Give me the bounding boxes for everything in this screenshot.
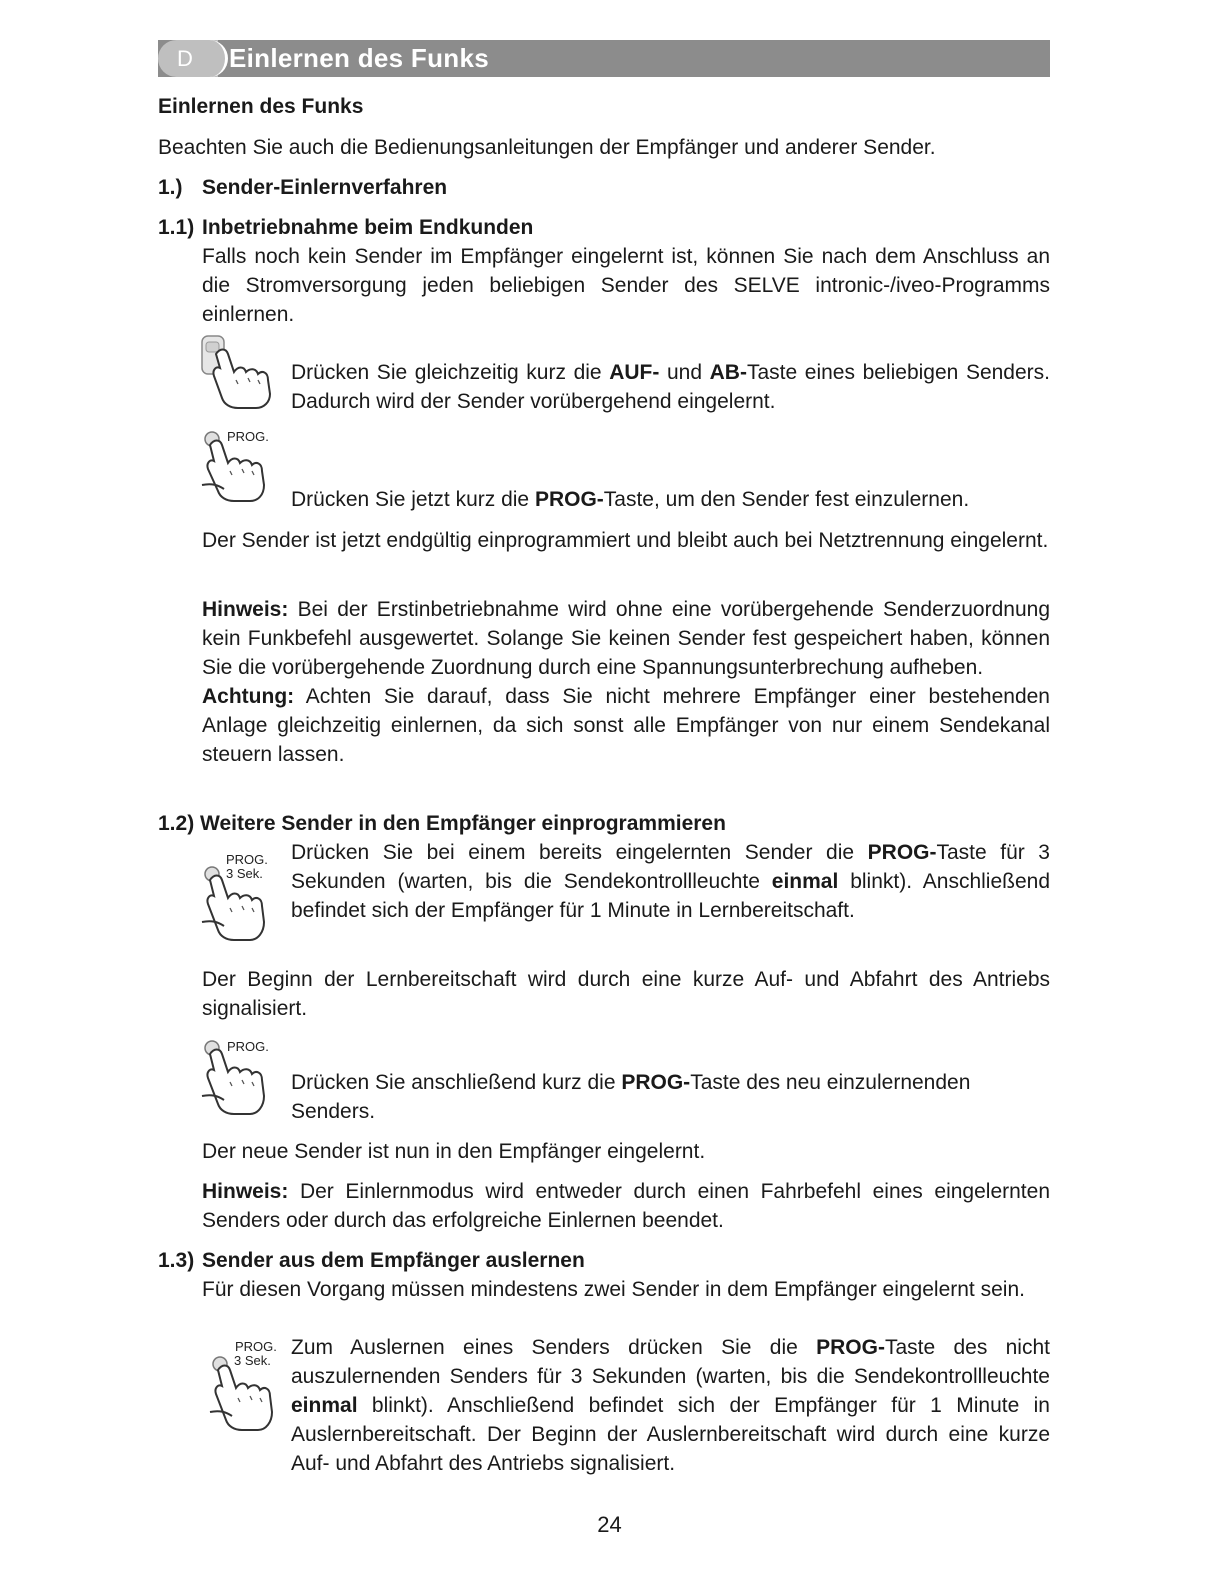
sek-label-1: 3 Sek. xyxy=(226,866,263,881)
hinweis-text: Bei der Erstinbetriebnahme wird ohne eine vorübergehende Senderzuordnung kein Funkbefehl ausgewertet. Solange Sie keinen Sender fest gespeichert haben, können Sie die vorübergehende Zuordnung durch eine Spannungsunterbrechung aufheben. xyxy=(202,598,1050,679)
i5-text-b: Taste des nicht auszulernenden Senders für 3 Sekunden (warten, bis die Sendekontrollleuchte xyxy=(291,1336,1050,1388)
achtung-text: Achten Sie darauf, dass Sie nicht mehrere Empfänger einer bestehenden Anlage gleichzeitig einlernen, da sich sonst alle Empfänger von nur einem Sendekanal steuern lassen. xyxy=(202,685,1050,766)
i4-text-b: Taste des neu einzulernenden Senders. xyxy=(291,1071,971,1123)
prog-key-label-2: PROG- xyxy=(867,841,937,864)
hinweis-label: Hinweis: xyxy=(202,598,289,621)
s13-heading xyxy=(158,1246,585,1275)
i5-text-a: Zum Auslernen eines Senders drücken Sie die xyxy=(291,1336,817,1359)
s13-number: 1.3) xyxy=(158,1249,195,1272)
prog-key-label-3: PROG- xyxy=(621,1071,691,1094)
s13-body: Für diesen Vorgang müssen mindestens zwei Sender in dem Empfänger eingelernt sein. xyxy=(202,1278,1025,1301)
prog-label-2: PROG. xyxy=(226,852,268,867)
i3-text-a: Drücken Sie bei einem bereits eingelernten Sender die xyxy=(291,841,868,864)
s12-number: 1.2) xyxy=(158,812,195,835)
i1-text-b: und xyxy=(659,361,710,384)
ab-key-label: AB- xyxy=(709,361,747,384)
s11-number: 1.1) xyxy=(158,216,195,239)
prog-label-4: PROG. xyxy=(235,1339,277,1354)
prog-key-label: PROG- xyxy=(534,488,604,511)
step1-title: Sender-Einlernverfahren xyxy=(202,176,448,199)
achtung-label: Achtung: xyxy=(202,685,295,708)
s12-hinweis xyxy=(202,1177,1050,1235)
s12-instruction-2 xyxy=(291,1068,1050,1126)
language-badge: D xyxy=(158,40,218,77)
s11-heading xyxy=(158,213,533,242)
i1-text-c: Taste eines beliebigen Senders. Dadurch wird der Sender vorübergehend eingelernt. xyxy=(291,361,1050,413)
i1-text-a: Drücken Sie gleichzeitig kurz die xyxy=(291,361,610,384)
s11-instruction-2 xyxy=(291,485,969,514)
sek-label-2: 3 Sek. xyxy=(234,1353,271,1368)
hand-press-remote-icon xyxy=(198,332,280,412)
hinweis-label-2: Hinweis: xyxy=(202,1180,289,1203)
intro-text: Beachten Sie auch die Bedienungsanleitungen der Empfänger und anderer Sender. xyxy=(158,136,936,159)
s12-title: Weitere Sender in den Empfänger einprogrammieren xyxy=(200,812,726,835)
i3-text-c: blinkt). Anschließend befindet sich der Empfänger für 1 Minute in Lernbereitschaft. xyxy=(291,870,1050,922)
prog-label-1: PROG. xyxy=(227,429,269,444)
s13-instruction xyxy=(291,1333,1050,1478)
s12-paragraph-2: Der neue Sender ist nun in den Empfänger eingelernt. xyxy=(202,1140,706,1163)
s12-instruction-1 xyxy=(291,838,1050,925)
prog-key-label-4: PROG- xyxy=(816,1336,885,1359)
step1-number: 1.) xyxy=(158,176,183,199)
step1-heading xyxy=(158,173,447,202)
s11-hinweis xyxy=(202,595,1050,769)
prog-label-3: PROG. xyxy=(227,1039,269,1054)
s12-paragraph-1: Der Beginn der Lernbereitschaft wird durch eine kurze Auf- und Abfahrt des Antriebs signalisiert. xyxy=(202,968,1050,1020)
header-title: Einlernen des Funks xyxy=(229,43,489,73)
s11-body: Falls noch kein Sender im Empfänger eingelernt ist, können Sie nach dem Anschluss an die Stromversorgung jeden beliebigen Sender des SELVE intronic-/iveo-Programms einlernen. xyxy=(202,245,1050,326)
einmal-label: einmal xyxy=(771,870,839,893)
s11-instruction-1 xyxy=(291,358,1050,416)
s12-heading xyxy=(158,809,726,838)
i4-text-a: Drücken Sie anschließend kurz die xyxy=(291,1071,622,1094)
auf-key-label: AUF- xyxy=(609,361,660,384)
i2-text-a: Drücken Sie jetzt kurz die xyxy=(291,488,535,511)
s11-title: Inbetriebnahme beim Endkunden xyxy=(202,216,534,239)
i5-text-c: blinkt). Anschließend befindet sich der Empfänger für 1 Minute in Auslernbereitschaft. Der Beginn der Auslernbereitschaft wird durch eine kurze Auf- und Abfahrt des Antriebs signalisiert. xyxy=(291,1394,1050,1475)
s13-title: Sender aus dem Empfänger auslernen xyxy=(202,1249,585,1272)
section-title: Einlernen des Funks xyxy=(158,95,364,118)
s11-paragraph: Der Sender ist jetzt endgültig einprogrammiert und bleibt auch bei Netztrennung eingelernt. xyxy=(202,529,1049,552)
einmal-label-2: einmal xyxy=(291,1394,358,1417)
i2-text-b: Taste, um den Sender fest einzulernen. xyxy=(603,488,970,511)
hinweis-text-2: Der Einlernmodus wird entweder durch einen Fahrbefehl eines eingelernten Senders oder durch das erfolgreiche Einlernen beendet. xyxy=(202,1180,1050,1232)
i3-text-b: Taste für 3 Sekunden (warten, bis die Sendekontrollleuchte xyxy=(291,841,1050,893)
page-number: 24 xyxy=(597,1512,622,1537)
